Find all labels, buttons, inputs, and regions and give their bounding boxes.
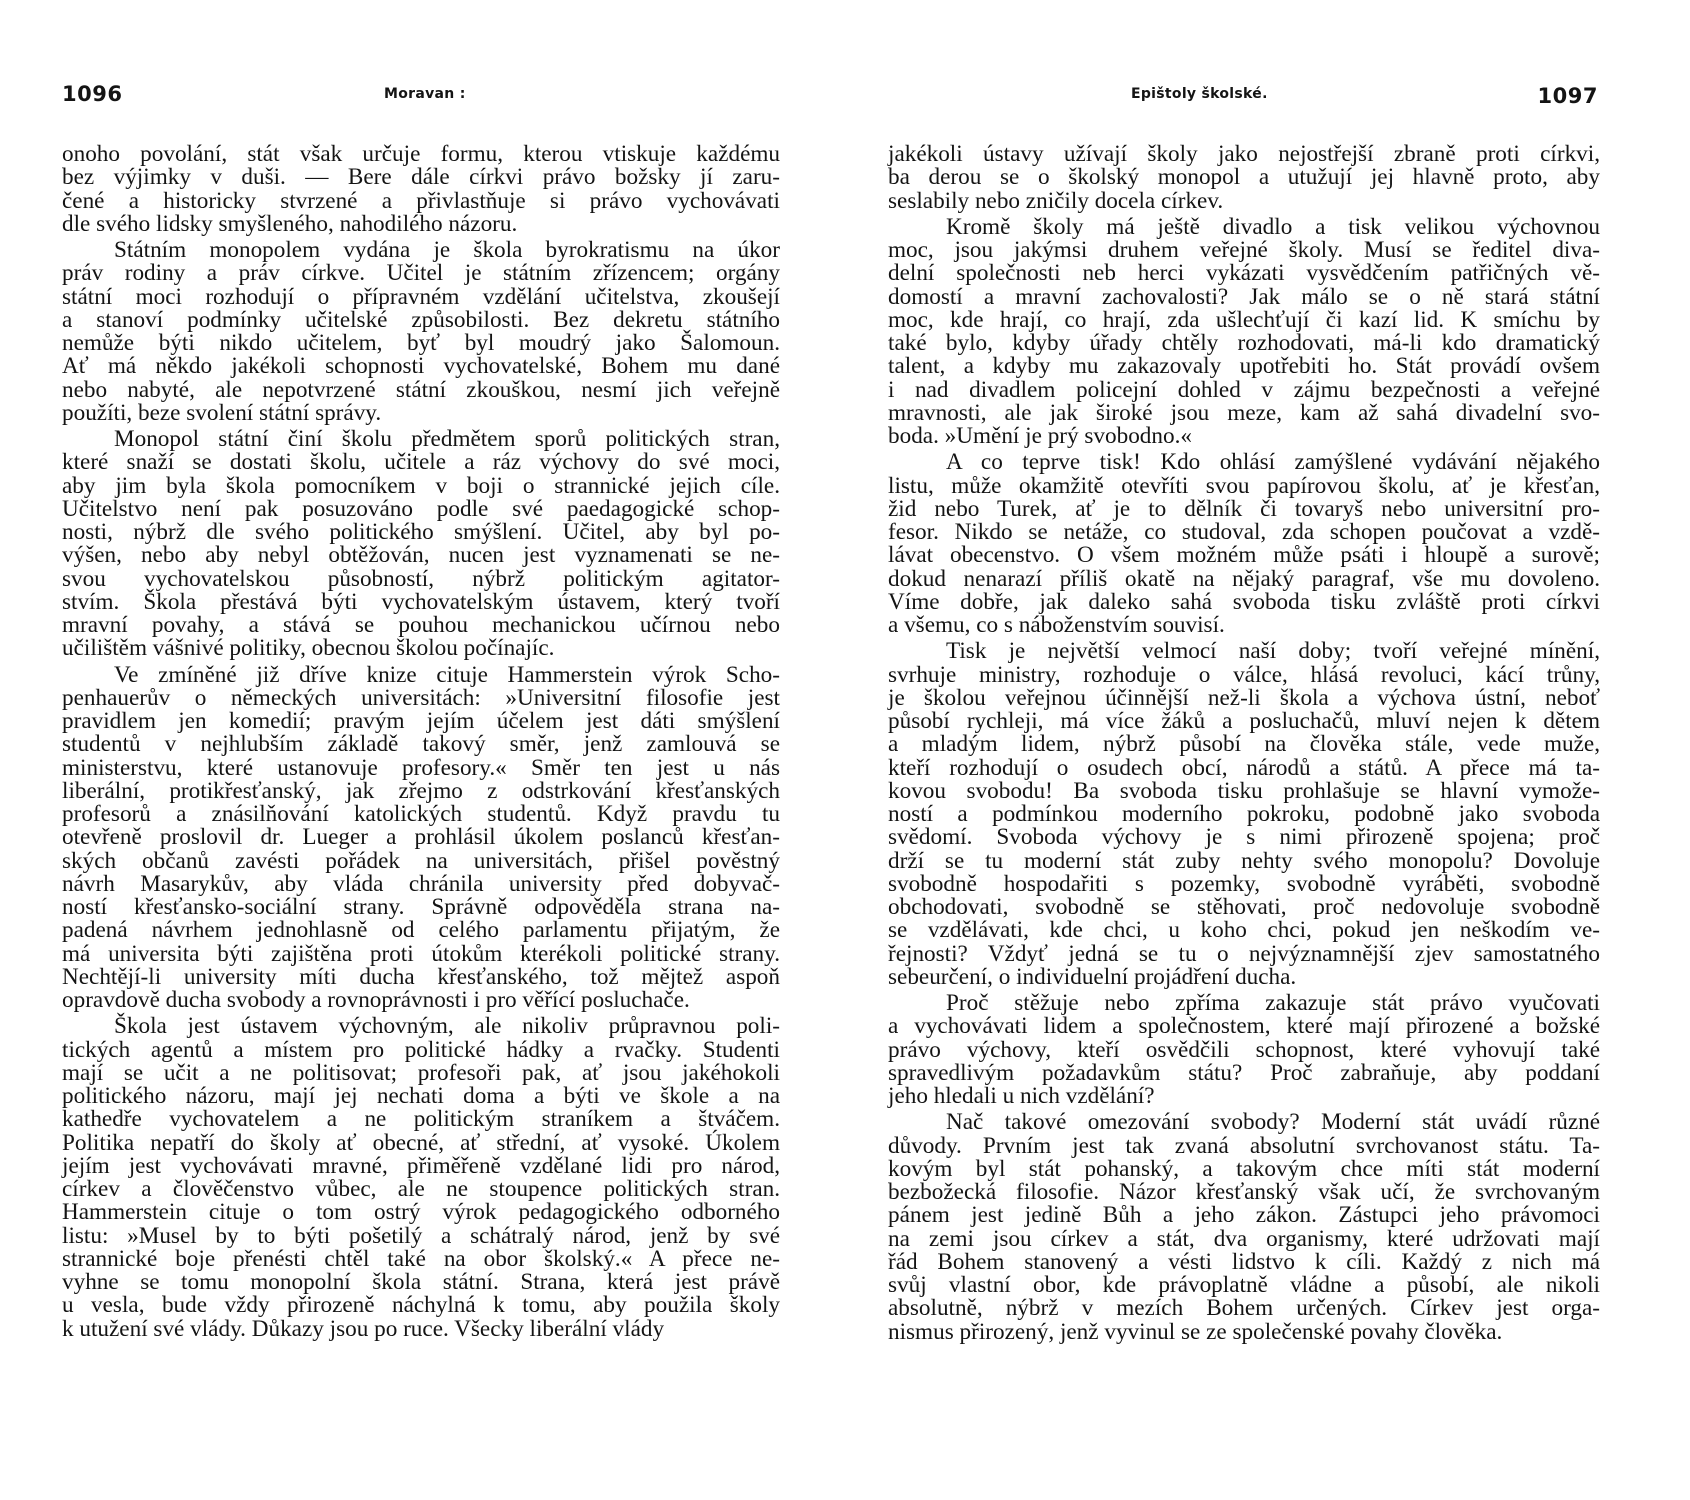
text-line: svou vychovatelskou působností, nýbrž politickým agitator- bbox=[62, 565, 780, 592]
text-line: nosti, nýbrž dle svého politického smýšlení. Učitel, aby byl po- bbox=[62, 519, 780, 545]
text-line: kteří rozhodují o osudech obcí, národů a států. A přece má ta- bbox=[888, 754, 1600, 781]
text-line: důvody. Prvním jest tak zvaná absolutní svrchovanost státu. Ta- bbox=[888, 1132, 1600, 1159]
left-page-number: 1096 bbox=[62, 82, 123, 106]
text-line: obchodovati, svobodně se stěhovati, proč nedovoluje svobodně bbox=[888, 894, 1600, 920]
paragraph bbox=[888, 213, 1600, 449]
text-line: a vychovávati lidem a společnostem, které mají přirozené a božské bbox=[888, 1013, 1600, 1040]
text-line: Škola jest ústavem výchovným, ale nikoliv průpravnou poli- bbox=[114, 1013, 780, 1040]
left-running-head: Moravan : bbox=[384, 86, 466, 102]
paragraph bbox=[888, 143, 1600, 213]
text-line: svědomí. Svoboda výchovy je s nimi přirozeně spojena; proč bbox=[888, 824, 1600, 851]
text-line: čené a historicky stvrzené a přivlastňuje si právo vychovávati bbox=[62, 187, 780, 214]
text-line: nismus přirozený, jenž vyvinul se ze společenské povahy člověka. bbox=[888, 1318, 1503, 1345]
text-line: na zemi jsou církev a stát, dva organismy, které udržovati mají bbox=[888, 1225, 1600, 1252]
text-line: mravní povahy, a stává se pouhou mechanickou učírnou nebo bbox=[62, 612, 780, 638]
text-line: je školou veřejnou účinnější než-li škola a výchova ústní, neboť bbox=[888, 684, 1600, 711]
text-line: boda. »Umění je prý svobodno.« bbox=[888, 423, 1192, 449]
text-line: také bylo, kdyby úřady chtěly rozhodovati, má-li kdo dramatický bbox=[888, 330, 1600, 356]
text-line: jejím jest vychovávati mravné, přiměřeně vzdělané lidi pro národ, bbox=[62, 1152, 780, 1179]
text-line: Monopol státní činí školu předmětem sporů politických stran, bbox=[114, 426, 780, 452]
text-line: práv rodiny a práv církve. Učitel je státním zřízencem; orgány bbox=[62, 260, 780, 287]
text-line: použíti, beze svolení státní správy. bbox=[62, 399, 382, 426]
right-page-body bbox=[888, 143, 1600, 1344]
text-line: Ve zmíněné již dříve knize cituje Hammerstein výrok Scho- bbox=[114, 661, 780, 688]
text-line: absolutně, nýbrž v mezích Bohem určených. Církev jest orga- bbox=[888, 1295, 1600, 1322]
text-line: politického názoru, mají jej nechati doma a býti ve škole a na bbox=[62, 1083, 780, 1109]
text-line: církev a člověčenstvo vůbec, ale ne stoupence politických stran. bbox=[62, 1176, 780, 1202]
text-line: kovým byl stát pohanský, a takovým chce míti stát moderní bbox=[888, 1155, 1600, 1182]
right-page-number: 1097 bbox=[1537, 84, 1598, 108]
text-line: penhauerův o německých universitách: »Universitní filosofie jest bbox=[62, 684, 780, 711]
text-line: Učitelstvo není pak posuzováno podle své paedagogické schop- bbox=[62, 495, 780, 522]
text-line: řád Bohem stanovený a vésti lidstvo k cíli. Každý z nich má bbox=[888, 1248, 1600, 1275]
text-line: ba derou se o školský monopol a utužují jej hlavně proto, aby bbox=[888, 164, 1600, 191]
text-line: Proč stěžuje nebo zpříma zakazuje stát právo vyučovati bbox=[946, 990, 1600, 1016]
text-line: liberální, protikřesťanský, jak zřejmo z odstrkování křesťanských bbox=[62, 777, 780, 804]
left-page-body bbox=[62, 143, 780, 1341]
text-line: pravidlem jen komedií; pravým jejím účelem jest dáti smýšlení bbox=[62, 708, 780, 734]
paragraph bbox=[888, 451, 1600, 637]
text-line: žid nebo Turek, ať je to dělník či tovaryš nebo universitní pro- bbox=[888, 495, 1600, 522]
text-line: pánem jest jedině Bůh a jeho zákon. Zástupci jeho právomoci bbox=[888, 1202, 1600, 1229]
text-line: seslabily nebo zničily docela církev. bbox=[888, 187, 1224, 214]
text-line: aby jim byla škola pomocníkem v boji o strannické jejich cíle. bbox=[62, 472, 780, 499]
text-line: A co teprve tisk! Kdo ohlásí zamýšlené vydávání nějakého bbox=[946, 449, 1600, 476]
text-line: nemůže býti nikdo učitelem, byť byl moudrý jako Šalomoun. bbox=[62, 330, 780, 356]
text-line: má universita býti zajištěna proti útokům kterékoli politické strany. bbox=[62, 940, 780, 967]
text-line: onoho povolání, stát však určuje formu, kterou vtiskuje každému bbox=[62, 141, 780, 167]
text-line: spravedlivým požadavkům státu? Proč zabraňuje, aby poddaní bbox=[888, 1059, 1600, 1086]
left-page-header bbox=[62, 78, 780, 108]
text-line: studentů v nejhlubším základě takový směr, jenž zamlouvá se bbox=[62, 731, 780, 758]
text-line: moc, kde hrají, co hrají, zda ušlechťují či kazí lid. K smíchu by bbox=[888, 306, 1600, 333]
text-line: strannické boje přenésti chtěl také na obor školský.« A přece ne- bbox=[62, 1245, 780, 1272]
text-line: profesorů a znásilňování katolických studentů. Když pravdu tu bbox=[62, 801, 780, 827]
text-line: i nad divadlem policejní dohled v zájmu bezpečnosti a veřejné bbox=[888, 376, 1600, 403]
text-line: fesor. Nikdo se netáže, co studoval, zda schopen poučovat a vzdě- bbox=[888, 519, 1600, 545]
text-line: Státním monopolem vydána je škola byrokratismu na úkor bbox=[114, 237, 780, 263]
text-line: Nechtějí-li university míti ducha křesťanského, tož mějtež aspoň bbox=[62, 963, 780, 990]
text-line: dokud nenarazí příliš okatě na nějaký paragraf, vše mu dovoleno. bbox=[888, 565, 1600, 592]
text-line: a všemu, co s náboženstvím souvisí. bbox=[888, 612, 1225, 638]
text-line: působí rychleji, má více žáků a posluchačů, mluví nejen k dětem bbox=[888, 708, 1600, 734]
text-line: které snaží se dostati školu, učitele a ráz výchovy do své moci, bbox=[62, 449, 780, 476]
text-line: a mladým lidem, nýbrž působí na člověka stále, vede muže, bbox=[888, 731, 1600, 758]
text-line: Ať má někdo jakékoli schopnosti vychovatelské, Bohem mu dané bbox=[62, 353, 780, 380]
text-line: a stanoví podmínky učitelské způsobilosti. Bez dekretu státního bbox=[62, 306, 780, 333]
text-line: Hammerstein cituje o tom ostrý výrok pedagogického odborného bbox=[62, 1199, 780, 1226]
paragraph bbox=[62, 661, 780, 1013]
text-line: mají se učit a ne politisovat; profesoři pak, ať jsou jakéhokoli bbox=[62, 1059, 780, 1086]
text-line: ností křesťansko-sociální strany. Správně odpověděla strana na- bbox=[62, 894, 780, 920]
text-line: řejnosti? Vždyť jedná se tu o nejvýznamnější zjev samostatného bbox=[888, 940, 1600, 967]
paragraph bbox=[888, 1111, 1600, 1344]
text-line: jakékoli ústavy užívají školy jako nejostřejší zbraně proti církvi, bbox=[888, 141, 1600, 167]
text-line: opravdově ducha svobody a rovnoprávnosti i pro věřící posluchače. bbox=[62, 987, 690, 1013]
text-line: Víme dobře, jak daleko sahá svoboda tisku zvláště proti církvi bbox=[888, 588, 1600, 615]
text-line: vyhne se tomu monopolní škola státní. Strana, která jest právě bbox=[62, 1269, 780, 1295]
text-line: Nač takové omezování svobody? Moderní stát uvádí různé bbox=[946, 1109, 1600, 1136]
text-line: mravnosti, ale jak široké jsou meze, kam až sahá divadelní svo- bbox=[888, 399, 1600, 426]
text-line: listu, může okamžitě otevříti svou papírovou školu, ať je křesťan, bbox=[888, 472, 1600, 499]
text-line: nebo nabyté, ale nepotvrzené státní zkouškou, nesmí jich veřejně bbox=[62, 376, 780, 403]
paragraph bbox=[62, 428, 780, 661]
text-line: Tisk je největší velmocí naší doby; tvoří veřejné mínění, bbox=[946, 638, 1600, 665]
text-line: talent, a kdyby mu zakazovaly upotřebiti ho. Stát provádí ovšem bbox=[888, 353, 1600, 380]
paragraph bbox=[62, 239, 780, 425]
text-line: moc, jsou jakýmsi druhem veřejné školy. Musí se ředitel diva- bbox=[888, 237, 1600, 263]
text-line: kathedře vychovatelem a ne politickým straníkem a štváčem. bbox=[62, 1106, 780, 1133]
right-page-header bbox=[888, 78, 1598, 108]
text-line: domostí a mravní zachovalosti? Jak málo se o ně stará státní bbox=[888, 283, 1600, 310]
text-line: k utužení své vlády. Důkazy jsou po ruce. Všecky liberální vlády bbox=[62, 1315, 665, 1342]
text-line: návrh Masarykův, aby vláda chránila university před dobyvač- bbox=[62, 870, 780, 897]
text-line: delní společnosti neb herci vykázati vysvědčením patřičných vě- bbox=[888, 260, 1600, 287]
text-line: listu: »Musel by to býti pošetilý a schátralý národ, jenž by své bbox=[62, 1222, 780, 1249]
text-line: ministerstvu, které ustanovuje profesory.« Směr ten jest u nás bbox=[62, 754, 780, 781]
text-line: sebeurčení, o individuelní projádření ducha. bbox=[888, 963, 1297, 990]
text-line: výšen, nebo aby nebyl obtěžován, nucen jest vyznamenati se ne- bbox=[62, 542, 780, 569]
paragraph bbox=[62, 1015, 780, 1341]
text-line: tických agentů a místem pro politické hádky a rvačky. Studenti bbox=[62, 1036, 780, 1063]
text-line: dle svého lidsky smyšleného, nahodilého názoru. bbox=[62, 210, 518, 237]
text-line: svůj vlastní obor, kde právoplatně vládne a působí, ale nikoli bbox=[888, 1272, 1600, 1298]
paragraph bbox=[888, 640, 1600, 989]
text-line: právo výchovy, kteří osvědčili schopnost, které vyhovují také bbox=[888, 1036, 1600, 1063]
right-running-head: Epištoly školské. bbox=[1131, 86, 1268, 102]
text-line: ností a podmínkou moderního pokroku, podobně jako svoboda bbox=[888, 801, 1600, 827]
text-line: bezbožecká filosofie. Názor křesťanský však učí, že svrchovaným bbox=[888, 1179, 1600, 1205]
text-line: drží se tu moderní stát zuby nehty svého monopolu? Dovoluje bbox=[888, 847, 1600, 874]
paragraph bbox=[62, 143, 780, 236]
text-line: stvím. Škola přestává býti vychovatelským ústavem, který tvoří bbox=[62, 588, 780, 615]
text-line: svobodně hospodařiti s pozemky, svobodně vyráběti, svobodně bbox=[888, 870, 1600, 897]
text-line: Kromě školy má ještě divadlo a tisk velikou výchovnou bbox=[946, 213, 1600, 240]
text-line: ských občanů zavésti pořádek na universitách, přišel pověstný bbox=[62, 847, 780, 874]
text-line: lávat obecenstvo. O všem možném může psáti i hloupě a surově; bbox=[888, 542, 1600, 569]
text-line: bez výjimky v duši. — Bere dále církvi právo božsky jí zaru- bbox=[62, 164, 780, 191]
text-line: Politika nepatří do školy ať obecné, ať střední, ať vysoké. Úkolem bbox=[62, 1129, 780, 1156]
text-line: se vzdělávati, kde chci, u koho chci, pokud jen neškodím ve- bbox=[888, 917, 1600, 944]
paragraph bbox=[888, 992, 1600, 1108]
text-line: jeho hledali u nich vzdělání? bbox=[888, 1083, 1155, 1109]
text-line: svrhuje ministry, rozhoduje o válce, hlásá revoluci, kácí trůny, bbox=[888, 661, 1600, 688]
text-line: otevřeně proslovil dr. Lueger a prohlásil úkolem poslanců křesťan- bbox=[62, 824, 780, 851]
text-line: u vesla, bude vždy přirozeně náchylná k tomu, aby použila školy bbox=[62, 1292, 780, 1319]
text-line: učilištěm vášnivé politiky, obecnou školou počínajíc. bbox=[62, 635, 555, 662]
text-line: státní moci rozhodují o přípravném vzdělání učitelstva, zkoušejí bbox=[62, 283, 780, 310]
text-line: kovou svobodu! Ba svoboda tisku prohlašuje se hlavní vymože- bbox=[888, 777, 1600, 804]
text-line: padená návrhem jednohlasně od celého parlamentu přijatým, že bbox=[62, 917, 780, 944]
